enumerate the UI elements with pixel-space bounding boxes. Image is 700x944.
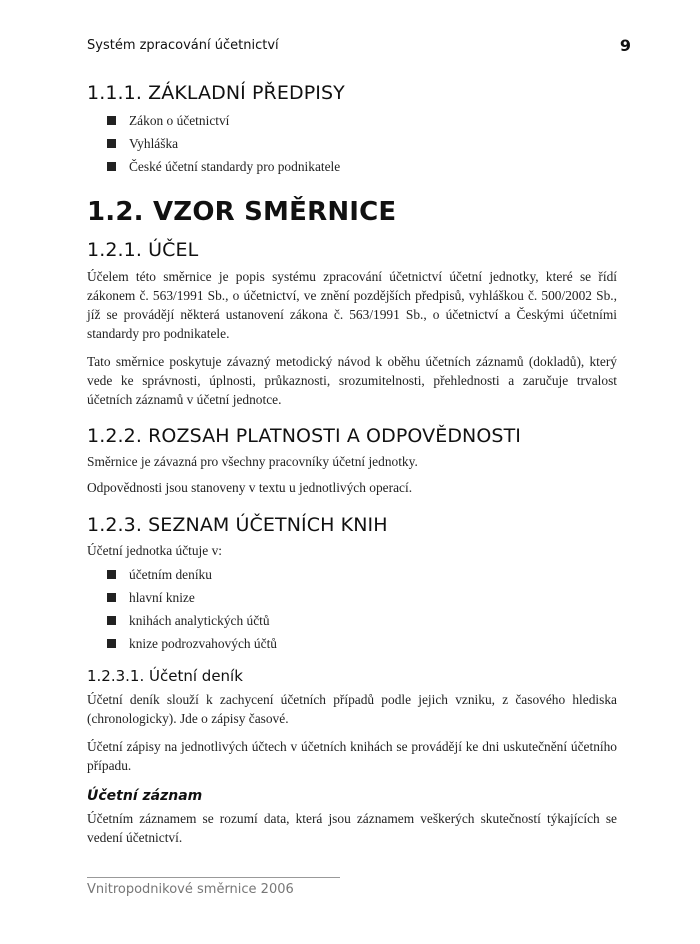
page-content [87, 82, 617, 847]
footer-text: Vnitropodnikové směrnice 2006 [87, 882, 294, 897]
heading-1-1-1: 1.1.1. ZÁKLADNÍ PŘEDPISY [87, 82, 345, 104]
list-item: knihách analytických účtů [87, 609, 617, 632]
journal-paragraph-1: Účetní deník slouží k zachycení účetních případů podle jejich vzniku, z časového hlediska (chronologicky). Jde o zápisy časové. [87, 692, 617, 726]
bullet-square-icon [107, 593, 116, 602]
journal-paragraph-2: Účetní zápisy na jednotlivých účtech v účetních knihách se provádějí ke dni uskutečnění účetního případu. [87, 739, 617, 773]
heading-accounting-record: Účetní záznam [87, 788, 203, 804]
list-item: České účetní standardy pro podnikatele [87, 155, 617, 178]
accounting-books-list [87, 563, 617, 655]
footer-divider [87, 877, 340, 878]
heading-1-2-3-1: 1.2.3.1. Účetní deník [87, 667, 243, 685]
running-header [87, 36, 631, 56]
books-intro: Účetní jednotka účtuje v: [87, 543, 222, 558]
heading-1-2-2: 1.2.2. ROZSAH PLATNOSTI A ODPOVĚDNOSTI [87, 425, 521, 447]
purpose-paragraph-1: Účelem této směrnice je popis systému zpracování účetnictví účetní jednotky, které se řídí zákonem č. 563/1991 Sb., o účetnictví, ve znění pozdějších předpisů, vyhláškou č. 500/2002 Sb., jíž se provádějí některá ustanovení zákona č. 563/1991 Sb., o účetnictví a Českými účetními standardy pro podnikatele. [87, 269, 617, 341]
heading-1-2-1: 1.2.1. ÚČEL [87, 239, 199, 261]
list-item: hlavní knize [87, 586, 617, 609]
bullet-square-icon [107, 616, 116, 625]
purpose-paragraph-2: Tato směrnice poskytuje závazný metodický návod k oběhu účetních záznamů (dokladů), který vede ke správnosti, úplnosti, průkaznosti, srozumitelnosti, přehlednosti a zaručuje trvalost účetních záznamů v účetní jednotce. [87, 354, 617, 407]
running-header-title: Systém zpracování účetnictví [87, 38, 279, 53]
bullet-square-icon [107, 570, 116, 579]
heading-1-2: 1.2. VZOR SMĚRNICE [87, 197, 397, 227]
regulations-list [87, 109, 617, 178]
record-paragraph-1: Účetním záznamem se rozumí data, která jsou záznamem veškerých skutečností týkajících se vedení účetnictví. [87, 811, 617, 845]
list-item: knize podrozvahových účtů [87, 632, 617, 655]
bullet-square-icon [107, 139, 116, 148]
scope-paragraph-1: Směrnice je závazná pro všechny pracovníky účetní jednotky. [87, 454, 418, 469]
page-number: 9 [619, 36, 631, 55]
list-item: Vyhláška [87, 132, 617, 155]
list-item: Zákon o účetnictví [87, 109, 617, 132]
scope-paragraph-2: Odpovědnosti jsou stanoveny v textu u jednotlivých operací. [87, 480, 413, 495]
bullet-square-icon [107, 639, 116, 648]
bullet-square-icon [107, 116, 116, 125]
bullet-square-icon [107, 162, 116, 171]
heading-1-2-3: 1.2.3. SEZNAM ÚČETNÍCH KNIH [87, 514, 388, 536]
list-item: účetním deníku [87, 563, 617, 586]
